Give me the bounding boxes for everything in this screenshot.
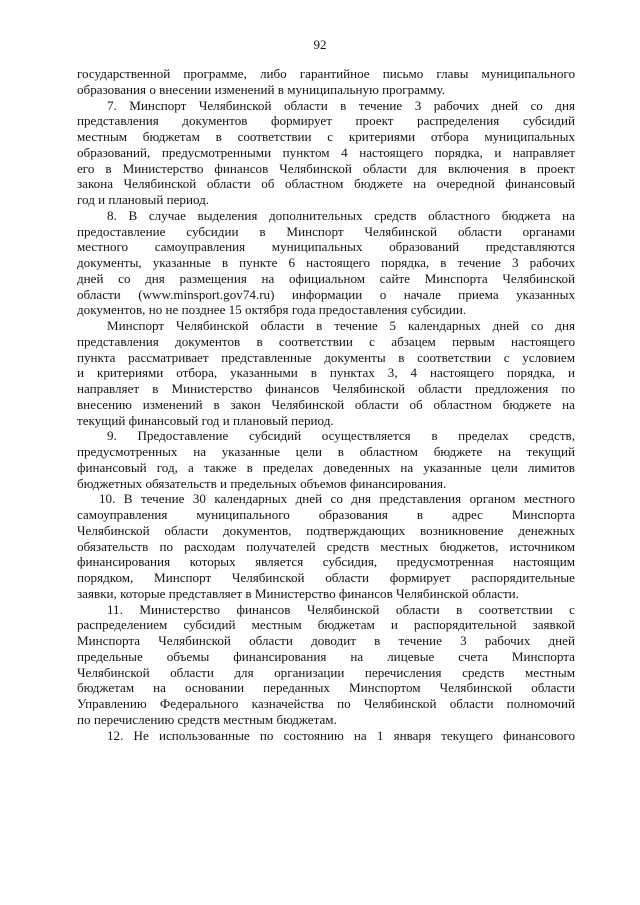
text-line: обязательств по расходам получателей средств местных бюджетов, источником	[77, 538, 575, 554]
text-line: 10. В течение 30 календарных дней со дня представления органом местного	[99, 491, 575, 507]
text-line: Челябинской области документов, подтверждающих возникновение денежных	[77, 522, 575, 538]
text-line: 12. Не использованные по состоянию на 1 января текущего финансового	[107, 727, 575, 743]
document-body-text	[77, 66, 575, 743]
text-line: Минспорта Челябинской области доводит в течение 3 рабочих дней	[77, 633, 575, 648]
text-line: распределением субсидий местным бюджетам и распорядительной заявкой	[77, 617, 575, 633]
text-line: текущий финансовый год и плановый период.	[77, 412, 334, 428]
text-line: Минспорт Челябинской области в течение 5 календарных дней со дня	[107, 318, 575, 333]
text-line: дней со дня размещения на официальном сайте Минспорта Челябинской	[77, 270, 575, 286]
text-line: заявки, которые представляет в Министерство финансов Челябинской области.	[77, 585, 519, 601]
text-line: 9. Предоставление субсидий осуществляется в пределах средств,	[107, 428, 575, 444]
text-line: закона Челябинской области об областном бюджете на очередной финансовый	[77, 176, 575, 192]
text-line: 11. Министерство финансов Челябинской области в соответствии с	[107, 601, 575, 617]
text-line: Управлению Федерального казначейства по Челябинской области полномочий	[77, 696, 575, 711]
text-line: финансирования которых является субсидия, предусмотренная настоящим	[77, 554, 575, 570]
text-line: 8. В случае выделения дополнительных средств областного бюджета на	[107, 207, 575, 223]
text-line: предоставление субсидии в Минспорт Челябинской области органами	[77, 223, 575, 239]
text-line: внесению изменений в закон Челябинской области об областном бюджете на	[77, 396, 575, 412]
text-line: бюджетам на основании переданных Минспортом Челябинской области	[77, 680, 575, 696]
text-line: порядком, Минспорт Челябинской области формирует распорядительные	[77, 570, 575, 585]
page-number: 92	[313, 37, 327, 52]
text-line: государственной программе, либо гарантийное письмо главы муниципального	[77, 66, 575, 81]
text-line: бюджетных обязательств и предельных объемов финансирования.	[77, 475, 447, 491]
text-line: по перечислению средств местным бюджетам.	[77, 711, 337, 727]
text-line: самоуправления муниципального образования в адрес Минспорта	[77, 507, 575, 522]
text-line: год и плановый период.	[77, 192, 210, 207]
text-line: представления документов формирует проект распределения субсидий	[77, 113, 575, 129]
text-line: пункта рассматривает представленные документы в соответствии с условием	[77, 349, 575, 365]
text-line: представления документов в соответствии с абзацем первым настоящего	[77, 333, 575, 349]
text-line: предусмотренных на указанные цели в областном бюджете на текущий	[77, 444, 575, 459]
text-line: местного самоуправления муниципальных образований представляются	[77, 239, 575, 255]
text-line: документов, но не позднее 15 октября года предоставления субсидии.	[77, 302, 467, 318]
text-line: 7. Минспорт Челябинской области в течение 3 рабочих дней со дня	[107, 97, 575, 113]
text-line: местным бюджетам в соответствии с критериями отбора муниципальных	[77, 129, 575, 144]
text-line: направляет в Министерство финансов Челябинской области предложения по	[77, 381, 575, 396]
text-line: Челябинской области для организации перечисления средств местным	[77, 664, 575, 680]
text-line: и критериями отбора, указанными в пунктах 3, 4 настоящего порядка, и	[77, 365, 575, 381]
text-line: образований, предусмотренными пунктом 4 настоящего порядка, и направляет	[77, 144, 575, 160]
text-line: его в Министерство финансов Челябинской области для включения в проект	[77, 160, 575, 176]
text-line: образования о внесении изменений в муниципальную программу.	[77, 81, 446, 97]
text-line: финансовый год, а также в пределах доведенных на указанные цели лимитов	[77, 459, 575, 475]
text-line: предельные объемы финансирования на лицевые счета Минспорта	[77, 648, 575, 664]
text-line: документы, указанные в пункте 6 настоящего порядка, в течение 3 рабочих	[77, 255, 575, 270]
text-line: области (www.minsport.gov74.ru) информации о начале приема указанных	[77, 286, 575, 302]
